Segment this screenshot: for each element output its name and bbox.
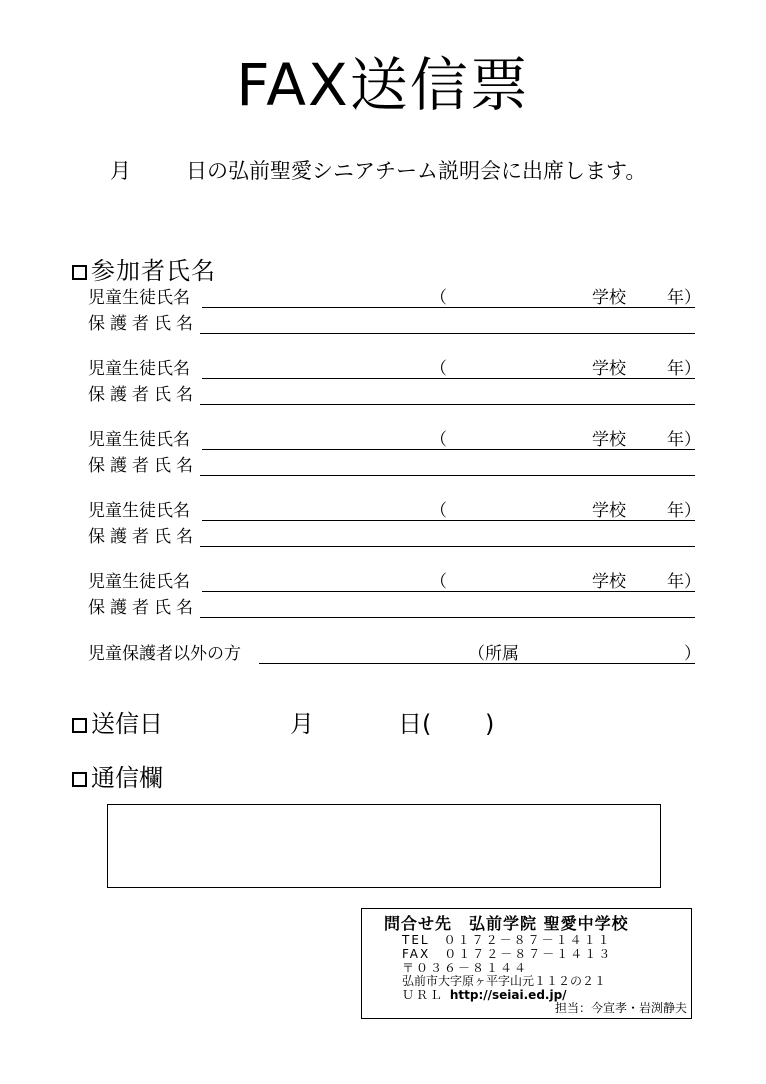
comm-textbox[interactable] xyxy=(107,804,661,888)
checkbox-square-icon xyxy=(72,265,87,280)
school-open-paren: （ xyxy=(430,288,447,308)
checkbox-square-icon xyxy=(72,718,87,733)
affiliation-label: （所属 xyxy=(468,644,519,664)
school-open-paren: （ xyxy=(430,572,447,592)
student-name-label: 児童生徒氏名 xyxy=(88,430,190,450)
school-grade-field[interactable] xyxy=(422,591,695,592)
student-name-field[interactable] xyxy=(202,307,422,308)
school-open-paren: （ xyxy=(430,501,447,521)
school-label: 学校 xyxy=(592,288,626,308)
student-name-label: 児童生徒氏名 xyxy=(88,501,190,521)
school-grade-field[interactable] xyxy=(422,307,695,308)
grade-label: 年） xyxy=(667,288,701,308)
contact-url-link[interactable]: http://seiai.ed.jp/ xyxy=(449,988,567,1002)
student-name-field[interactable] xyxy=(202,378,422,379)
school-label: 学校 xyxy=(592,359,626,379)
participants-heading xyxy=(72,257,216,285)
guardian-name-label: 保護者氏名 xyxy=(88,385,198,405)
school-grade-field[interactable] xyxy=(422,520,695,521)
contact-url-row xyxy=(402,988,567,1002)
grade-label: 年） xyxy=(667,501,701,521)
contact-zip: 〒０３６－８１４４ xyxy=(402,961,529,975)
contact-url-label: ＵＲＬ xyxy=(402,988,445,1002)
affiliation-close: ） xyxy=(684,644,701,664)
guardian-name-label: 保護者氏名 xyxy=(88,527,198,547)
contact-box xyxy=(361,908,692,1019)
comm-heading xyxy=(72,764,163,792)
comm-heading-label: 通信欄 xyxy=(91,764,163,792)
school-open-paren: （ xyxy=(430,430,447,450)
contact-title: 問合せ先 弘前学院 聖愛中学校 xyxy=(384,914,629,933)
guardian-name-field[interactable] xyxy=(200,617,695,618)
guardian-name-field[interactable] xyxy=(200,546,695,547)
student-name-label: 児童生徒氏名 xyxy=(88,359,190,379)
contact-staff: 担当：今宣孝・岩渕静夫 xyxy=(554,1001,687,1015)
send-date-month: 月 xyxy=(290,710,314,738)
school-label: 学校 xyxy=(592,572,626,592)
intro-month-label: 月 xyxy=(110,159,131,183)
school-label: 学校 xyxy=(592,430,626,450)
guardian-name-field[interactable] xyxy=(200,475,695,476)
school-grade-field[interactable] xyxy=(422,378,695,379)
school-open-paren: （ xyxy=(430,359,447,379)
grade-label: 年） xyxy=(667,572,701,592)
school-grade-field[interactable] xyxy=(422,449,695,450)
checkbox-square-icon xyxy=(72,772,87,787)
grade-label: 年） xyxy=(667,430,701,450)
grade-label: 年） xyxy=(667,359,701,379)
school-label: 学校 xyxy=(592,501,626,521)
guardian-name-label: 保護者氏名 xyxy=(88,314,198,334)
send-date-close: ) xyxy=(485,710,495,738)
guardian-name-field[interactable] xyxy=(200,404,695,405)
student-name-field[interactable] xyxy=(202,591,422,592)
guardian-name-label: 保護者氏名 xyxy=(88,456,198,476)
guardian-name-label: 保護者氏名 xyxy=(88,598,198,618)
student-name-field[interactable] xyxy=(202,520,422,521)
participants-heading-label: 参加者氏名 xyxy=(91,257,216,285)
page-title: FAX送信票 xyxy=(236,51,530,119)
send-date-heading-label: 送信日 xyxy=(91,710,163,738)
guardian-name-field[interactable] xyxy=(200,333,695,334)
contact-tel: TEL ０１７２－８７－１４１１ xyxy=(402,933,612,947)
contact-fax: FAX ０１７２－８７－１４１３ xyxy=(402,947,613,961)
student-name-label: 児童生徒氏名 xyxy=(88,288,190,308)
intro-sentence: 日の弘前聖愛シニアチーム説明会に出席します。 xyxy=(186,159,647,183)
student-name-label: 児童生徒氏名 xyxy=(88,572,190,592)
contact-address: 弘前市大字原ヶ平字山元１１２の２１ xyxy=(402,974,607,988)
send-date-heading xyxy=(72,710,163,738)
send-date-day: 日( xyxy=(398,710,432,738)
other-person-label: 児童保護者以外の方 xyxy=(88,644,241,664)
student-name-field[interactable] xyxy=(202,449,422,450)
